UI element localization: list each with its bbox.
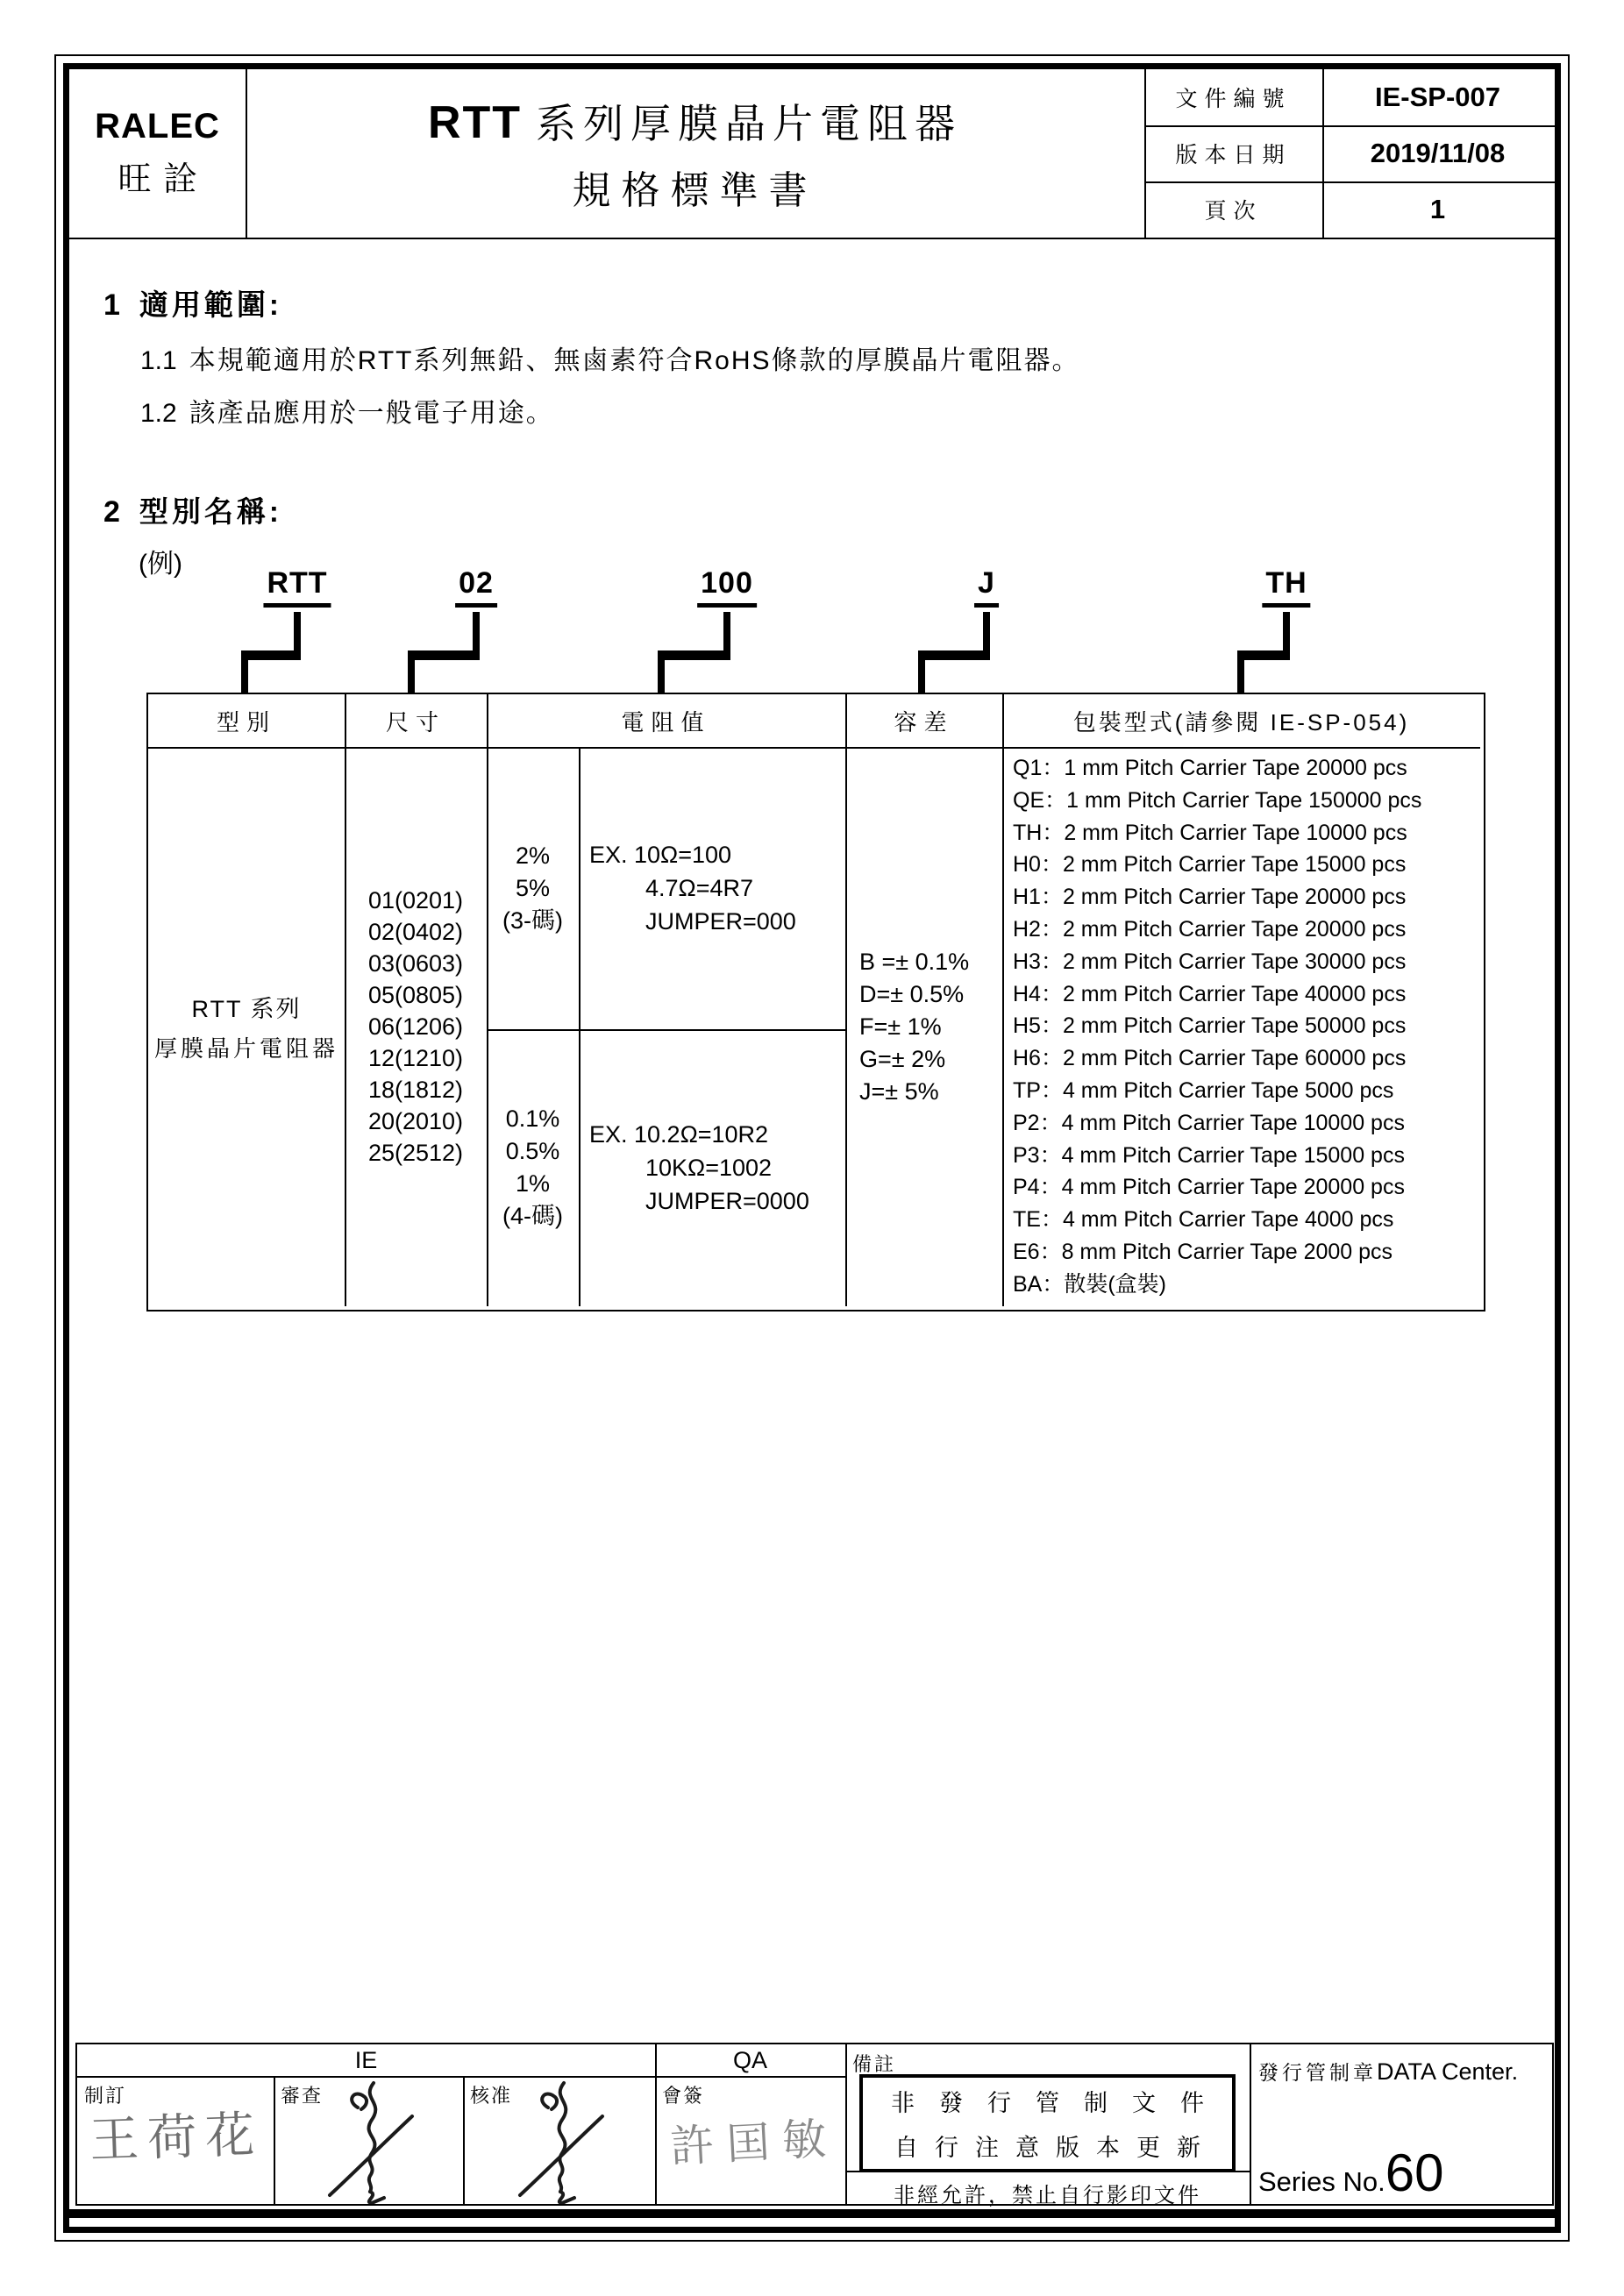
packing-option: P3：4 mm Pitch Carrier Tape 15000 pcs [1013, 1142, 1405, 1168]
packing-option: H0：2 mm Pitch Carrier Tape 15000 pcs [1013, 852, 1407, 878]
approved-by-signature-scribble [513, 2078, 609, 2204]
item-number: 1.1 [140, 346, 177, 375]
title-series-cjk: 系列厚膜晶片電阻器 [536, 101, 963, 146]
remark-label: 備註 [852, 2053, 897, 2075]
packing-option: TP：4 mm Pitch Carrier Tape 5000 pcs [1013, 1077, 1394, 1103]
size-item: 06(1206) [367, 1013, 464, 1040]
section1-heading [103, 282, 282, 323]
packing-option: P2：4 mm Pitch Carrier Tape 10000 pcs [1013, 1110, 1405, 1135]
part-number-segment-resistance: 100 [697, 566, 757, 608]
tolerance-code: F=± 1% [859, 1013, 942, 1040]
title-line1 [428, 92, 962, 150]
tolerance-code: D=± 0.5% [859, 980, 965, 1007]
remark-box-line1: 非發行管制文件 [891, 2090, 1229, 2116]
connector-line [473, 612, 480, 652]
tolerance-option: 5% [515, 874, 551, 901]
qa-group-label: QA [732, 2046, 767, 2073]
title-line2: 規格標準書 [572, 169, 818, 212]
section2-heading [103, 489, 282, 530]
reviewed-by-label: 審查 [281, 2085, 324, 2107]
series-number-value: 60 [1385, 2143, 1444, 2202]
part-number-segment-series: RTT [263, 566, 331, 608]
connector-line [241, 650, 301, 660]
connector-line [241, 660, 248, 694]
packing-list-cell [1002, 747, 1480, 1306]
logo-cjk-text: 旺詮 [118, 161, 210, 198]
size-list-cell [345, 747, 487, 1306]
remark-divider [845, 2171, 1250, 2172]
remark-note: 非經允許，禁止自行影印文件 [894, 2184, 1201, 2207]
tolerance-4digit-cell [487, 1029, 579, 1306]
col-header-tolerance: 容差 [894, 708, 954, 736]
footer-col-divider [274, 2076, 275, 2204]
packing-option: H4：2 mm Pitch Carrier Tape 40000 pcs [1013, 981, 1407, 1006]
packing-option: P4：4 mm Pitch Carrier Tape 20000 pcs [1013, 1175, 1405, 1200]
resistance-example: EX. 10Ω=100 [589, 842, 732, 868]
size-item: 12(1210) [367, 1045, 464, 1071]
issue-stamp [1258, 2057, 1518, 2086]
series-name-line2: 厚膜晶片電阻器 [153, 1035, 338, 1062]
footer-col-divider [463, 2076, 465, 2204]
connector-line [408, 650, 480, 660]
approved-by-label: 核准 [470, 2085, 513, 2107]
size-item: 20(2010) [367, 1108, 464, 1134]
connector-line [918, 660, 925, 694]
connector-line [723, 612, 730, 652]
issue-stamp-value: DATA Center. [1377, 2058, 1519, 2085]
footer-label-row-divider [77, 2076, 845, 2078]
tolerance-option: (4-碼) [502, 1203, 563, 1229]
packing-option: H5：2 mm Pitch Carrier Tape 50000 pcs [1013, 1013, 1407, 1039]
example-label: (例) [139, 550, 182, 579]
tolerance-option: 1% [515, 1170, 551, 1197]
size-item: 03(0603) [367, 950, 464, 977]
countersign-label: 會簽 [662, 2085, 705, 2107]
remark-box-line2: 自行注意版本更新 [894, 2135, 1217, 2161]
section2-title: 型別名稱: [139, 495, 282, 528]
part-number-segment-packing: TH [1262, 566, 1310, 608]
size-item: 25(2512) [367, 1140, 464, 1166]
item-number: 1.2 [140, 399, 177, 428]
col-header-resistance: 電阻值 [621, 708, 711, 736]
tolerance-code: J=± 5% [859, 1077, 939, 1105]
packing-option: BA：散裝(盒裝) [1013, 1271, 1167, 1297]
remark-box [859, 2074, 1236, 2172]
size-item: 05(0805) [367, 982, 464, 1008]
tolerance-code: G=± 2% [859, 1045, 946, 1072]
tolerance-code-cell [845, 747, 1002, 1306]
packing-option: H2：2 mm Pitch Carrier Tape 20000 pcs [1013, 916, 1407, 942]
part-number-table [146, 693, 1485, 1311]
footer-bottom-bar [69, 2209, 1555, 2218]
document-title [246, 69, 1144, 238]
resistance-example: 4.7Ω=4R7 [645, 875, 754, 901]
version-date-value: 2019/11/08 [1370, 138, 1506, 168]
page-number-value: 1 [1429, 194, 1446, 224]
doc-number-label: 文件編號 [1175, 87, 1292, 111]
tolerance-option: 2% [515, 842, 551, 869]
section1-title: 適用範圍: [139, 288, 282, 321]
part-number-segment-tolerance: J [974, 566, 999, 608]
item-text: 本規範適用於RTT系列無鉛、無鹵素符合RoHS條款的厚膜晶片電阻器。 [189, 346, 1080, 375]
tolerance-option: 0.1% [505, 1105, 560, 1132]
company-logo [69, 69, 246, 238]
approval-footer [75, 2043, 1554, 2206]
logo-latin-text: RALEC [95, 107, 220, 146]
packing-option: TE：4 mm Pitch Carrier Tape 4000 pcs [1013, 1207, 1394, 1233]
size-item: 01(0201) [367, 887, 464, 913]
series-number [1258, 2143, 1443, 2203]
drafted-by-signature: 王荷花 [89, 2108, 265, 2169]
connector-line [1237, 660, 1244, 694]
issue-stamp-label: 發行管制章 [1258, 2061, 1377, 2084]
section1-item-1 [140, 338, 1080, 377]
packing-option: QE：1 mm Pitch Carrier Tape 150000 pcs [1013, 787, 1422, 813]
example-4digit-cell [579, 1029, 845, 1306]
series-name-line1: RTT 系列 [191, 996, 302, 1022]
connector-line [408, 660, 415, 694]
tolerance-3digit-cell [487, 747, 579, 1029]
series-number-label: Series No. [1258, 2166, 1385, 2197]
section1-number: 1 [103, 288, 120, 322]
footer-col-divider [1250, 2044, 1251, 2204]
section2-number: 2 [103, 495, 120, 529]
packing-option: H3：2 mm Pitch Carrier Tape 30000 pcs [1013, 949, 1407, 974]
doc-number-value: IE-SP-007 [1374, 82, 1500, 112]
connector-line [983, 612, 990, 652]
reviewed-by-signature-scribble [323, 2078, 419, 2204]
countersign-signature: 許囯敏 [668, 2114, 840, 2172]
page-number-label: 頁次 [1204, 199, 1263, 224]
col-header-packing: 包裝型式(請參閱 IE-SP-054) [1072, 708, 1410, 736]
version-date-label: 版本日期 [1175, 143, 1292, 167]
series-name-cell [148, 747, 345, 1306]
item-text: 該產品應用於一般電子用途。 [189, 399, 554, 428]
col-header-type: 型別 [216, 708, 276, 736]
tolerance-option: (3-碼) [502, 906, 563, 934]
part-number-segment-size: 02 [455, 566, 497, 608]
packing-option: TH：2 mm Pitch Carrier Tape 10000 pcs [1013, 820, 1407, 845]
resistance-example: 10KΩ=1002 [645, 1155, 773, 1181]
tolerance-option: 0.5% [505, 1138, 560, 1164]
drafted-by-label: 制訂 [84, 2085, 127, 2107]
title-series-code: RTT [427, 97, 523, 148]
col-header-size: 尺寸 [385, 708, 445, 736]
document-header [69, 69, 1555, 239]
ie-group-label: IE [354, 2046, 378, 2073]
resistance-example: EX. 10.2Ω=10R2 [589, 1121, 769, 1148]
section1-item-2 [140, 391, 554, 430]
connector-line [658, 660, 665, 694]
connector-line [294, 612, 301, 652]
resistance-example: JUMPER=000 [645, 908, 796, 935]
size-item: 02(0402) [367, 919, 464, 945]
packing-option: Q1：1 mm Pitch Carrier Tape 20000 pcs [1013, 756, 1407, 780]
packing-option: H1：2 mm Pitch Carrier Tape 20000 pcs [1013, 885, 1407, 910]
example-3digit-cell [579, 747, 845, 1029]
packing-option: E6：8 mm Pitch Carrier Tape 2000 pcs [1013, 1239, 1393, 1264]
connector-line [658, 650, 730, 660]
resistance-example: JUMPER=0000 [645, 1188, 809, 1214]
connector-line [1237, 650, 1290, 660]
connector-line [918, 650, 990, 660]
size-item: 18(1812) [367, 1077, 464, 1103]
tolerance-code: B =± 0.1% [859, 948, 970, 975]
connector-line [1283, 612, 1290, 652]
packing-option: H6：2 mm Pitch Carrier Tape 60000 pcs [1013, 1046, 1407, 1071]
